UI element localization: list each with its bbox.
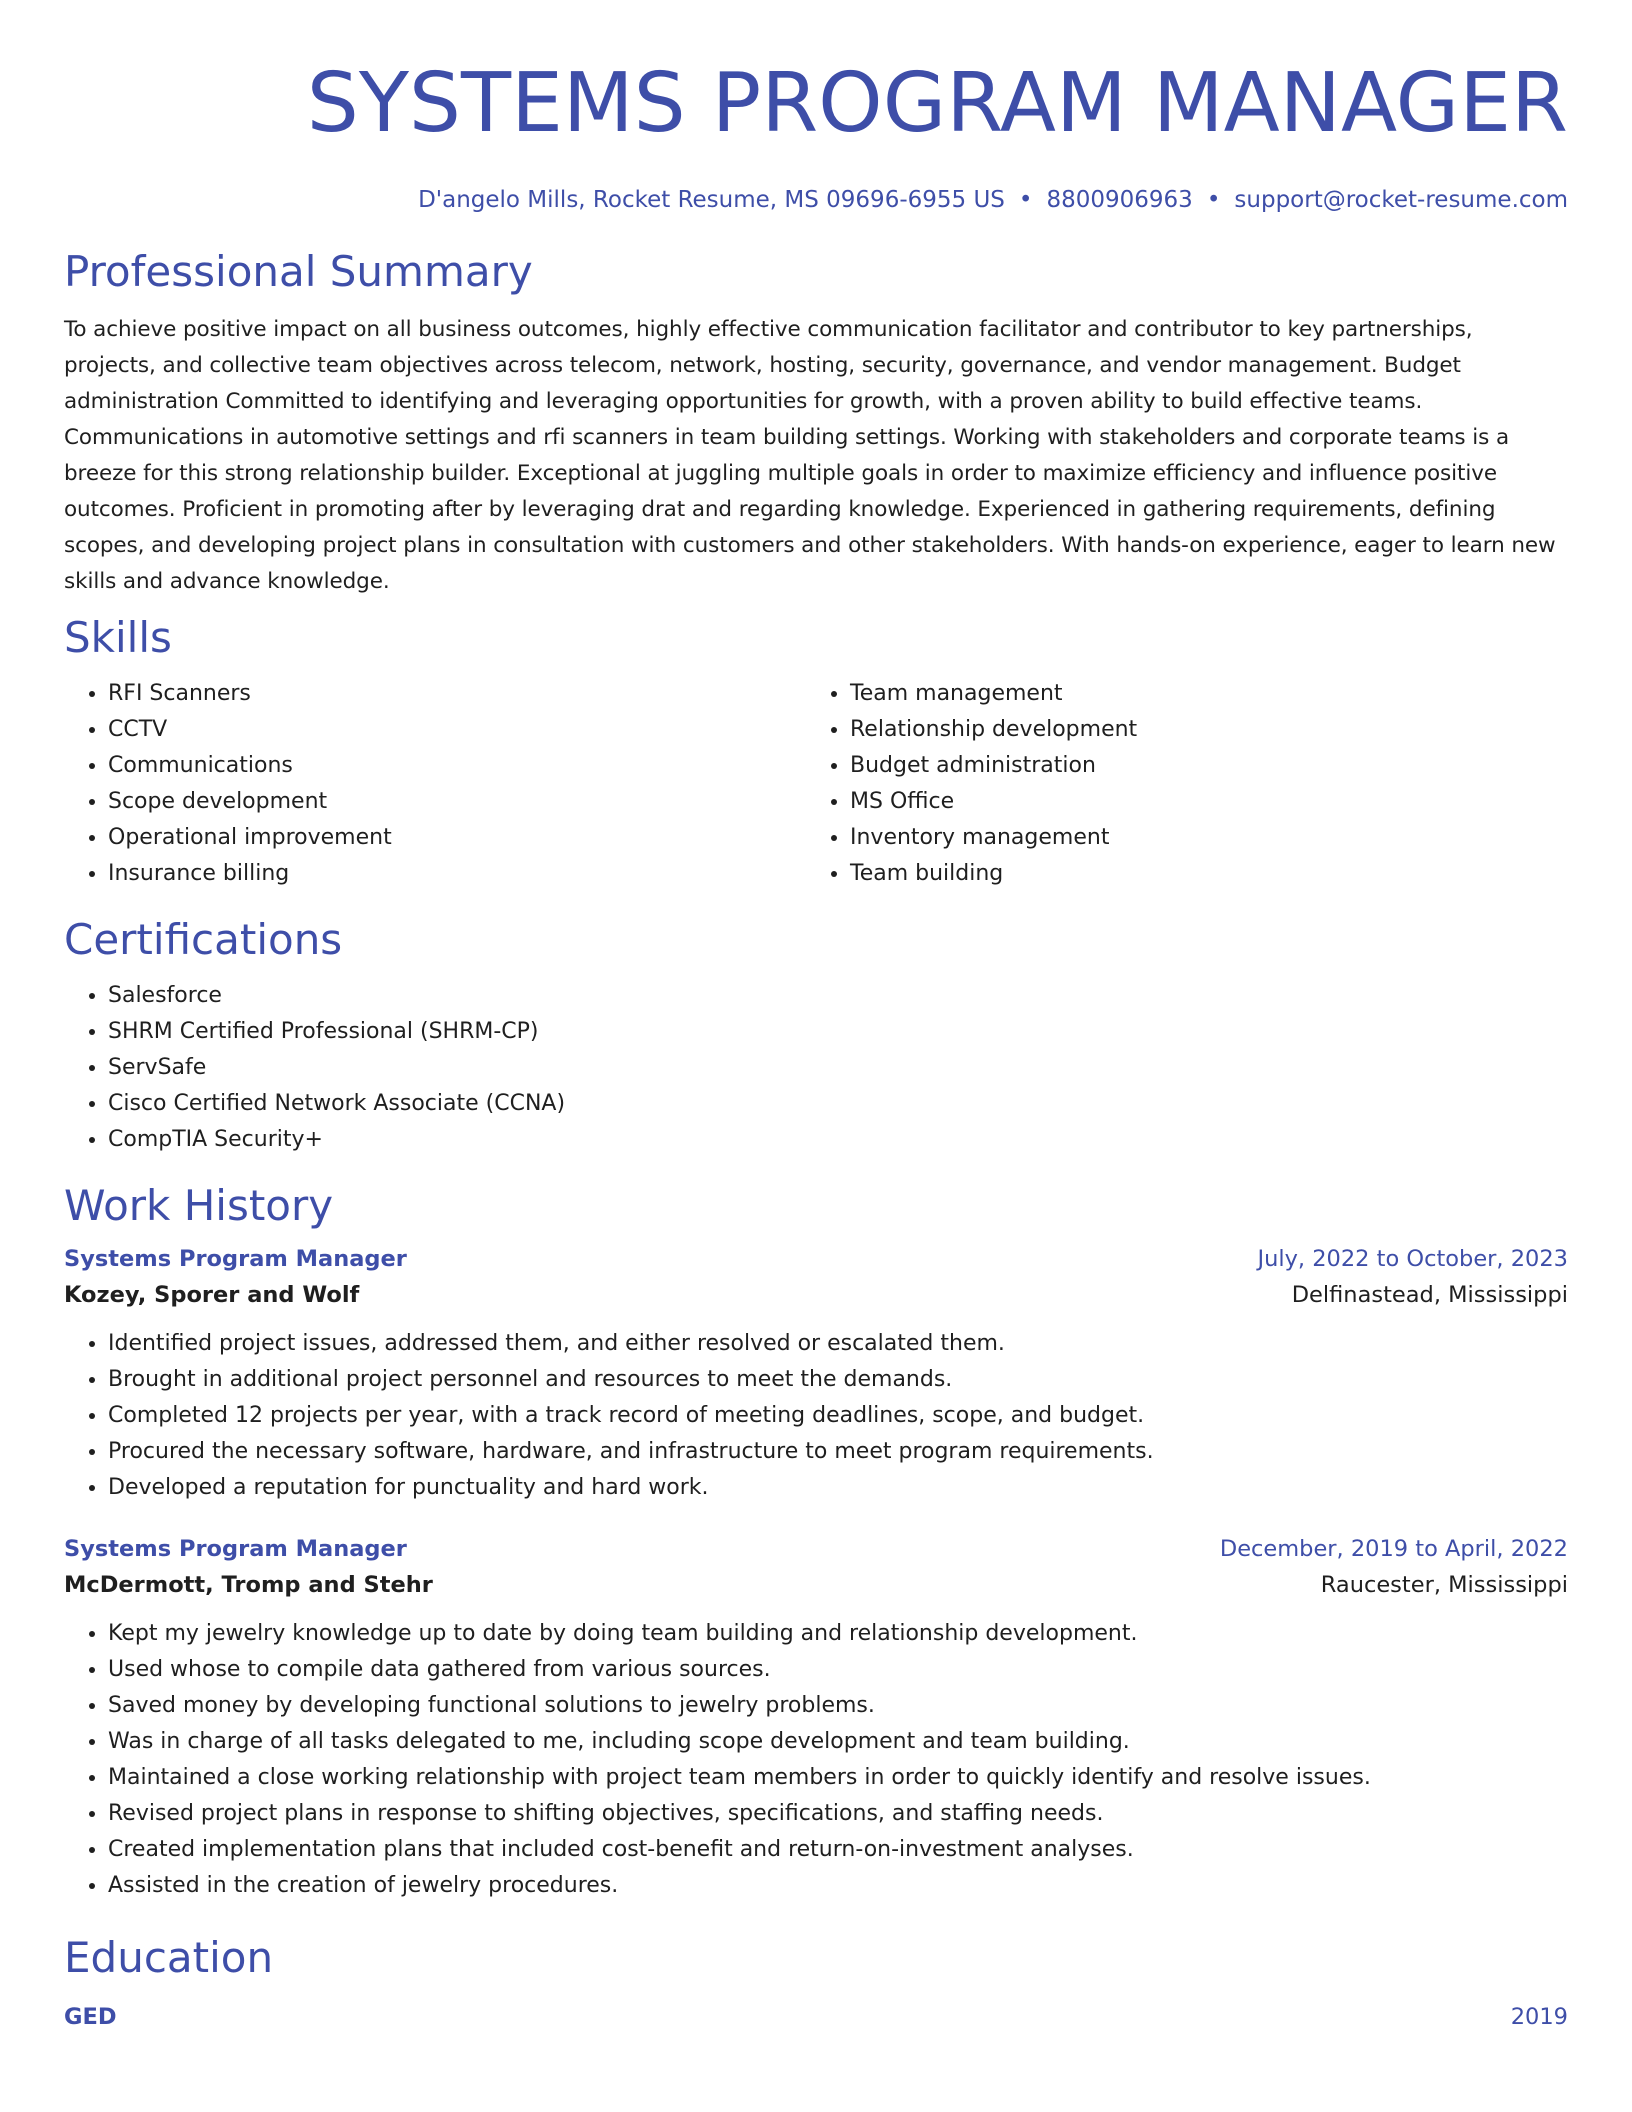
certification-item: • Cisco Certified Network Associate (CCNA) [108,1086,1568,1122]
contact-separator: • [1206,187,1221,213]
resume-title: SYSTEMS PROGRAM MANAGER [306,56,1568,151]
job-location: Delfinastead, Mississippi [1291,1282,1568,1308]
summary-text: To achieve positive impact on all business outcomes, highly effective communication facilitator and contributor to key partnerships, projects, and collective team objectives across telecom, network, hosting, security, governance, and vendor management. Budget administration Committed to identifying and leveraging opportunities for growth, with a proven ability to build effective teams. Communications in automotive settings and rfi scanners in team building settings. Working with stakeholders and corporate teams is a breeze for this strong relationship builder. Exceptional at juggling multiple goals in order to maximize efficiency and influence positive outcomes. Proficient in promoting after by leveraging drat and regarding knowledge. Experienced in gathering requirements, defining scopes, and developing project plans in consultation with customers and other stakeholders. With hands-on experience, eager to learn new skills and advance knowledge. [64,317,1556,594]
contact-phone[interactable]: 8800906963 [1046,187,1193,213]
summary-heading: Professional Summary [64,247,533,296]
job-location: Raucester, Mississippi [1320,1572,1568,1598]
skill-item: • MS Office [850,784,1548,820]
education-degree: GED [64,2004,117,2030]
job-bullet: • Brought in additional project personnel and resources to meet the demands. [108,1362,1568,1398]
skills-section [64,610,1568,892]
job-bullet: • Identified project issues, addressed them, and either resolved or escalated them. [108,1326,1568,1362]
skill-item: • Insurance billing [108,856,806,892]
job-company: Kozey, Sporer and Wolf [64,1282,360,1308]
job-company: McDermott, Tromp and Stehr [64,1572,433,1598]
job-bullet: • Was in charge of all tasks delegated to me, including scope development and team building. [108,1724,1568,1760]
certifications-section [64,912,1568,1158]
job-entry [64,1532,1568,1904]
education-heading: Education [64,1933,274,1982]
work-history-section [64,1178,1568,1904]
job-bullet: • Created implementation plans that included cost-benefit and return-on-investment analyses. [108,1832,1568,1868]
contact-address: D'angelo Mills, Rocket Resume, MS 09696-6955 US [418,187,1005,213]
contact-separator: • [1018,187,1033,213]
skill-item: • Team management [850,676,1548,712]
certification-item: • SHRM Certified Professional (SHRM-CP) [108,1014,1568,1050]
skill-item: • Team building [850,856,1548,892]
job-bullet: • Maintained a close working relationship with project team members in order to quickly identify and resolve issues. [108,1760,1568,1796]
skill-item: • Scope development [108,784,806,820]
education-year: 2019 [1510,2004,1568,2030]
job-entry [64,1242,1568,1506]
skill-item: • Budget administration [850,748,1548,784]
contact-email[interactable]: support@rocket-resume.com [1234,187,1568,213]
job-bullet: • Assisted in the creation of jewelry procedures. [108,1868,1568,1904]
job-title: Systems Program Manager [64,1536,407,1562]
job-bullet: • Revised project plans in response to shifting objectives, specifications, and staffing needs. [108,1796,1568,1832]
skill-item: • RFI Scanners [108,676,806,712]
job-bullet: • Used whose to compile data gathered from various sources. [108,1652,1568,1688]
certification-item: • CompTIA Security+ [108,1122,1568,1158]
skills-left-column [64,676,806,892]
education-entry [64,2000,1568,2034]
education-section [64,1930,1568,2034]
job-bullet: • Procured the necessary software, hardware, and infrastructure to meet program requirements. [108,1434,1568,1470]
job-bullet: • Saved money by developing functional solutions to jewelry problems. [108,1688,1568,1724]
skill-item: • CCTV [108,712,806,748]
job-dates: July, 2022 to October, 2023 [1257,1246,1568,1272]
skills-right-column [806,676,1548,892]
summary-section [64,244,1568,600]
skill-item: • Communications [108,748,806,784]
job-title: Systems Program Manager [64,1246,407,1272]
certification-item: • ServSafe [108,1050,1568,1086]
certifications-heading: Certifications [64,915,343,964]
skill-item: • Inventory management [850,820,1548,856]
job-dates: December, 2019 to April, 2022 [1219,1536,1568,1562]
resume-page [64,0,1568,2034]
job-bullet: • Developed a reputation for punctuality and hard work. [108,1470,1568,1506]
job-bullet: • Completed 12 projects per year, with a track record of meeting deadlines, scope, and budget. [108,1398,1568,1434]
certification-item: • Salesforce [108,978,1568,1014]
skill-item: • Operational improvement [108,820,806,856]
work-history-heading: Work History [64,1181,334,1230]
skill-item: • Relationship development [850,712,1548,748]
skills-columns [64,676,1568,892]
skills-heading: Skills [64,613,172,662]
contact-line [64,184,1568,216]
job-bullet: • Kept my jewelry knowledge up to date by doing team building and relationship development. [108,1616,1568,1652]
